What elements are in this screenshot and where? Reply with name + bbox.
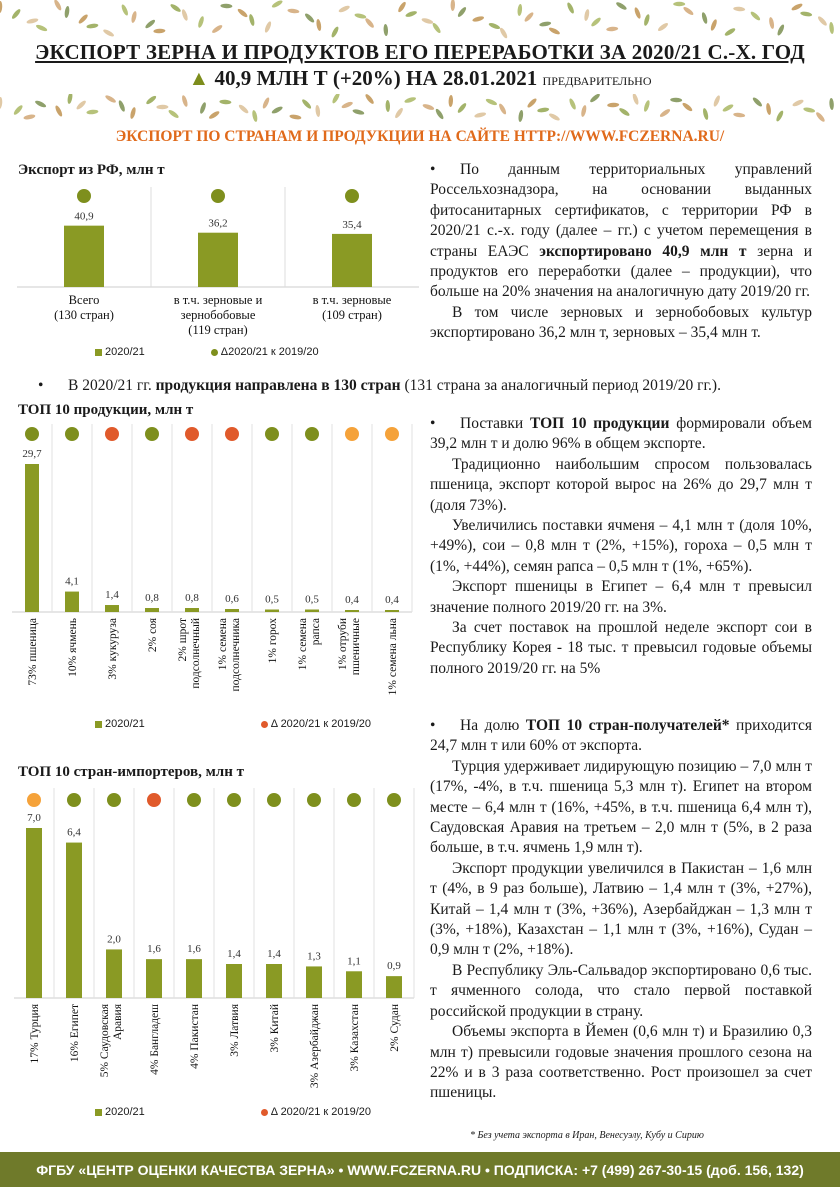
decor-leaf xyxy=(710,19,718,32)
decor-leaf xyxy=(169,3,181,13)
decor-leaf xyxy=(457,6,468,18)
decor-leaf xyxy=(472,15,485,22)
decor-leaf xyxy=(499,27,509,40)
decor-leaf xyxy=(237,8,249,19)
chart2-category-label: 1% семена xyxy=(297,618,309,671)
chart-export-total xyxy=(14,182,424,347)
legend-bar-swatch xyxy=(95,349,102,356)
decor-leaf xyxy=(394,107,404,119)
chart3-value-label: 7,0 xyxy=(27,812,41,824)
chart2-category-label: 1% семена xyxy=(217,618,229,671)
decor-leaf xyxy=(199,102,207,115)
decor-leaf xyxy=(566,2,575,15)
chart3-title: ТОП 10 стран-импортеров, млн т xyxy=(18,764,244,780)
legend-label-series: 2020/21 xyxy=(105,1106,145,1118)
decor-leaf xyxy=(733,112,745,118)
decor-leaf xyxy=(450,0,455,11)
chart3-value-label: 6,4 xyxy=(67,826,81,839)
chart-top10-importers xyxy=(10,784,415,1100)
chart1-value-label: 35,4 xyxy=(342,218,362,231)
decor-leaf xyxy=(23,114,36,121)
decor-leaf xyxy=(271,0,284,9)
chart2-title: ТОП 10 продукции, млн т xyxy=(18,402,194,418)
decor-leaf xyxy=(702,108,709,121)
chart3-delta-dot xyxy=(227,793,241,807)
decor-leaf xyxy=(775,110,785,123)
chart3-category-label: 17% Турция xyxy=(29,1004,41,1064)
decor-leaf xyxy=(251,110,258,123)
decor-leaf xyxy=(431,22,442,34)
decor-leaf xyxy=(607,102,619,107)
chart1-bar xyxy=(198,233,238,287)
decor-leaf xyxy=(776,24,785,37)
decor-leaf xyxy=(800,11,813,17)
decor-leaf xyxy=(86,109,98,115)
chart2-category-label: подсолнечный xyxy=(190,618,202,689)
decor-leaf xyxy=(803,107,816,114)
decor-leaf xyxy=(526,97,538,109)
chart3-category-label: 4% Пакистан xyxy=(189,1004,201,1069)
top-floral-border xyxy=(0,0,840,40)
chart2-category-label: 1% отруби xyxy=(337,618,349,671)
chart2-value-label: 0,6 xyxy=(225,593,239,606)
chart2-delta-dot xyxy=(385,427,399,441)
decor-leaf xyxy=(34,99,47,108)
chart2-category-label: 1% семена льна xyxy=(387,618,399,696)
decor-leaf xyxy=(518,110,524,122)
decor-leaf xyxy=(181,9,189,22)
decor-leaf xyxy=(341,101,354,110)
chart3-category-label: 16% Египет xyxy=(69,1004,81,1063)
chart2-value-label: 0,4 xyxy=(385,594,399,607)
decor-leaf xyxy=(448,95,453,107)
chart1-delta-dot xyxy=(345,189,359,203)
decor-leaf xyxy=(523,11,534,23)
decor-leaf xyxy=(120,4,129,17)
legend-dot-swatch xyxy=(261,1109,268,1116)
decor-leaf xyxy=(167,109,179,120)
decor-leaf xyxy=(53,0,63,11)
decor-leaf xyxy=(11,8,22,20)
decor-leaf xyxy=(304,12,316,24)
decor-leaf xyxy=(131,11,138,24)
chart3-delta-dot xyxy=(307,793,321,807)
decor-leaf xyxy=(0,97,3,109)
decor-leaf xyxy=(364,94,375,105)
chart2-delta-dot xyxy=(145,427,159,441)
decor-leaf xyxy=(456,102,467,114)
decor-leaf xyxy=(829,22,835,34)
decor-leaf xyxy=(643,100,651,113)
decor-leaf xyxy=(383,24,388,36)
chart1-bar xyxy=(64,226,104,287)
decor-leaf xyxy=(548,112,561,122)
decor-leaf xyxy=(633,7,641,20)
decor-leaf xyxy=(35,24,48,33)
chart2-value-label: 0,5 xyxy=(305,593,319,606)
decor-leaf xyxy=(724,27,737,37)
chart2-category-label: 1% горох xyxy=(267,618,279,664)
decor-leaf xyxy=(829,98,834,110)
decor-leaf xyxy=(539,21,552,27)
chart3-delta-dot xyxy=(27,793,41,807)
decor-leaf xyxy=(287,8,299,14)
chart3-bar xyxy=(186,959,202,998)
decor-leaf xyxy=(64,6,70,18)
chart2-delta-dot xyxy=(25,427,39,441)
chart2-delta-dot xyxy=(305,427,319,441)
footer-text: ФГБУ «ЦЕНТР ОЦЕНКИ КАЧЕСТВА ЗЕРНА» • WWW.FCZERNA.RU • ПОДПИСКА: +7 (499) 267-30-15 (доб. 156, 132) xyxy=(36,1161,804,1178)
chart3-value-label: 1,1 xyxy=(347,955,361,968)
decor-leaf xyxy=(330,26,340,39)
chart3-bar xyxy=(266,964,282,998)
decor-leaf xyxy=(129,107,136,120)
decor-leaf xyxy=(485,98,498,107)
decor-leaf xyxy=(815,111,826,123)
decor-leaf xyxy=(153,28,165,33)
decor-leaf xyxy=(219,99,231,104)
chart2-category-label: 10% ячмень xyxy=(67,618,79,677)
chart1-value-label: 36,2 xyxy=(208,217,228,230)
decor-leaf xyxy=(26,18,39,25)
chart3-delta-dot xyxy=(187,793,201,807)
decor-leaf xyxy=(397,1,407,13)
chart2-value-label: 4,1 xyxy=(65,575,79,588)
decor-leaf xyxy=(208,110,220,120)
decor-leaf xyxy=(271,105,284,115)
chart3-bar xyxy=(226,964,242,998)
chart1-delta-dot xyxy=(211,189,225,203)
trend-up-icon: ▲ xyxy=(188,66,210,90)
subtitle-main: 40,9 МЛН Т (+20%) НА 28.01.2021 xyxy=(214,66,538,90)
footer-bar xyxy=(0,1152,840,1187)
chart2-category-label: 2% соя xyxy=(147,618,159,653)
decor-leaf xyxy=(517,4,523,16)
chart1-delta-dot xyxy=(77,189,91,203)
decor-leaf xyxy=(488,22,501,31)
chart3-bar xyxy=(346,971,362,998)
decor-leaf xyxy=(682,6,694,17)
chart1-category-label: (130 стран) xyxy=(54,308,114,322)
chart3-value-label: 1,4 xyxy=(267,948,281,960)
decor-leaf xyxy=(13,104,24,116)
page-title: ЭКСПОРТ ЗЕРНА И ПРОДУКТОВ ЕГО ПЕРЕРАБОТКИ ЗА 2020/21 С.-Х. ГОД xyxy=(35,40,805,64)
decor-leaf xyxy=(765,103,771,116)
chart2-bar xyxy=(345,610,359,612)
chart3-value-label: 1,6 xyxy=(147,943,161,956)
legend-label-delta: Δ 2020/21 к 2019/20 xyxy=(270,718,372,730)
countries-text: • На долю ТОП 10 стран-получателей* приходится 24,7 млн т или 60% от экспорта. Турция удерживает лидирующую позицию – 7,0 млн т (17%, -4%, в т.ч. пшеница 5,3 млн т). Египет на втором месте – 6,4 млн т (16%, +45%, в т.ч. пшеница 6,4 млн т), Саудовская Аравия на третьем – 2,0 млн т (5%, в 2 раза больше, в т.ч. ячмень 1,9 млн т). Экспорт продукции увеличился в Пакистан – 1,6 млн т (4%, в 9 раз больше), Латвию – 1,4 млн т (3%, +27%), Китай – 1,4 млн т (3%, +36%), Азербайджан – 1,3 млн т (3%, +18%), Казахстан – 1,1 млн т (3%, +16%), Судан – 0,9 млн т (2%, +18%). В Республику Эль-Сальвадор экспортировано 0,6 тыс. т ячменного солода, что стало первой поставкой российской продукции в страну. Объемы экспорта в Йемен (0,6 млн т) и Бразилию 0,3 млн т) превысили годовые значения прошлого сезона на 22% и в 3 раза соответственно. Рост произошел за счет пшеницы. xyxy=(430,717,812,1102)
legend-bar-swatch xyxy=(95,721,102,728)
decor-leaf xyxy=(498,103,508,116)
chart3-value-label: 1,6 xyxy=(187,943,201,956)
chart2-value-label: 0,4 xyxy=(345,594,359,607)
decor-leaf xyxy=(817,15,828,27)
chart3-bar xyxy=(386,976,402,998)
chart3-delta-dot xyxy=(107,793,121,807)
decor-leaf xyxy=(580,105,587,118)
chart2-bar xyxy=(305,610,319,612)
chart1-category-label: Всего xyxy=(68,293,100,307)
decor-leaf xyxy=(364,17,375,29)
decor-leaf xyxy=(590,16,602,27)
middle-floral-border xyxy=(0,94,840,124)
chart2-delta-dot xyxy=(65,427,79,441)
decor-leaf xyxy=(733,6,745,11)
decor-leaf xyxy=(261,97,270,110)
decor-leaf xyxy=(352,108,365,115)
chart3-delta-dot xyxy=(147,793,161,807)
chart1-bar xyxy=(332,234,372,287)
chart2-bar xyxy=(225,609,239,612)
chart3-category-label: 3% Казахстан xyxy=(349,1004,361,1072)
chart3-category-label: 2% Судан xyxy=(389,1004,401,1052)
decor-leaf xyxy=(752,96,764,108)
legend-dot-swatch xyxy=(211,349,218,356)
chart2-category-label: пшеничные xyxy=(350,618,362,676)
chart3-category-label: 5% Саудовская xyxy=(99,1004,111,1078)
decor-leaf xyxy=(238,103,250,114)
products-text: • Поставки ТОП 10 продукции формировали объем 39,2 млн т и долю 96% в общем экспорте. Традиционно наибольшим спросом пользовалась пшеница, экспорт которой вырос на 26% до 29,7 млн т (доля 73%). Увеличились поставки ячменя – 4,1 млн т (доля 10%, +49%), сои – 0,8 млн т (2%, +15%), гороха – 0,5 млн т (1%, +44%), семян рапса – 0,5 млн т (1%, +65%). Экспорт пшеницы в Египет – 6,4 млн т превысил значение полного 2019/20 гг. на 3%. За счет поставок на прошлой неделе экспорт сои в Республику Корея - 18 тыс. т превысил годовые объемы полного 2019/20 гг. на 5% xyxy=(430,415,812,677)
decor-leaf xyxy=(548,26,561,35)
chart3-category-label: 3% Азербайджан xyxy=(309,1004,321,1089)
decor-leaf xyxy=(568,98,577,111)
chart2-bar xyxy=(185,608,199,612)
decor-leaf xyxy=(632,94,640,105)
decor-leaf xyxy=(331,94,341,104)
chart2-bar xyxy=(385,610,399,612)
chart1-title: Экспорт из РФ, млн т xyxy=(18,162,165,178)
chart-top10-products xyxy=(10,420,415,712)
decor-leaf xyxy=(768,17,775,30)
chart2-value-label: 0,8 xyxy=(145,592,159,605)
decor-leaf xyxy=(75,99,87,110)
decor-leaf xyxy=(422,103,435,111)
chart2-bar xyxy=(25,464,39,612)
chart2-category-label: 2% шрот xyxy=(177,618,189,662)
decor-leaf xyxy=(104,94,117,104)
decor-leaf xyxy=(404,96,417,104)
decor-leaf xyxy=(118,100,127,113)
decor-leaf xyxy=(86,23,98,29)
chart3-category-label: 4% Бангладеш xyxy=(149,1004,161,1075)
decor-leaf xyxy=(264,21,273,34)
chart2-delta-dot xyxy=(105,427,119,441)
chart2-category-label: рапса xyxy=(310,618,322,646)
chart1-legend xyxy=(95,346,319,358)
decor-leaf xyxy=(657,22,669,33)
chart1-value-label: 40,9 xyxy=(74,210,94,223)
decor-leaf xyxy=(0,1,3,13)
chart3-value-label: 1,3 xyxy=(307,950,321,963)
decor-leaf xyxy=(211,24,223,34)
decor-leaf xyxy=(792,98,805,107)
decor-leaf xyxy=(77,13,89,25)
chart2-category-label: 3% кукуруза xyxy=(107,618,119,680)
decor-leaf xyxy=(673,2,685,6)
chart3-delta-dot xyxy=(347,793,361,807)
decor-leaf xyxy=(315,105,321,117)
chart1-category-label: (109 стран) xyxy=(322,308,382,322)
decor-leaf xyxy=(618,107,630,117)
chart3-value-label: 2,0 xyxy=(107,933,121,946)
decor-leaf xyxy=(670,98,682,103)
chart3-category-label: 3% Китай xyxy=(269,1004,281,1053)
decor-leaf xyxy=(289,114,302,120)
decor-leaf xyxy=(681,102,693,113)
chart1-category-label: (119 стран) xyxy=(188,323,248,337)
decor-leaf xyxy=(615,1,628,11)
legend-dot-swatch xyxy=(261,721,268,728)
chart3-bar xyxy=(306,966,322,998)
chart2-bar xyxy=(105,605,119,612)
decor-leaf xyxy=(316,19,322,32)
chart2-category-label: подсолнечника xyxy=(230,618,242,692)
decor-leaf xyxy=(701,12,709,25)
decor-leaf xyxy=(583,9,590,22)
chart2-delta-dot xyxy=(265,427,279,441)
decor-leaf xyxy=(722,103,735,113)
decor-leaf xyxy=(712,95,721,108)
chart2-delta-dot xyxy=(225,427,239,441)
decor-leaf xyxy=(434,108,444,120)
chart3-category-label: Аравия xyxy=(112,1004,124,1041)
chart2-value-label: 0,8 xyxy=(185,592,199,605)
chart1-category-label: в т.ч. зерновые xyxy=(312,293,392,307)
chart3-bar xyxy=(26,828,42,998)
chart3-category-label: 3% Латвия xyxy=(229,1004,241,1057)
decor-leaf xyxy=(791,2,804,11)
chart3-value-label: 1,4 xyxy=(227,948,241,960)
chart3-delta-dot xyxy=(267,793,281,807)
decor-leaf xyxy=(537,107,549,113)
decor-leaf xyxy=(405,10,418,18)
chart1-category-label: в т.ч. зерновые и xyxy=(173,293,263,307)
chart2-category-label: 73% пшеница xyxy=(27,618,39,686)
decor-leaf xyxy=(54,105,63,118)
decor-leaf xyxy=(248,14,255,27)
decor-leaf xyxy=(338,4,351,13)
chart2-bar xyxy=(65,592,79,612)
chart2-delta-dot xyxy=(185,427,199,441)
decor-leaf xyxy=(659,108,671,118)
decor-leaf xyxy=(301,98,313,110)
chart2-bar xyxy=(265,610,279,612)
chart3-bar xyxy=(106,949,122,998)
legend-bar-swatch xyxy=(95,1109,102,1116)
legend-label-delta: Δ2020/21 к 2019/20 xyxy=(220,346,319,358)
decor-leaf xyxy=(156,105,168,110)
decor-leaf xyxy=(220,4,232,9)
chart2-bar xyxy=(145,608,159,612)
countries-summary: • В 2020/21 гг. продукция направлена в 130 стран (131 страна за аналогичный период 2019/20 гг.). xyxy=(38,377,721,394)
legend-label-delta: Δ 2020/21 к 2019/20 xyxy=(270,1106,372,1118)
subtitle-note: ПРЕДВАРИТЕЛЬНО xyxy=(542,74,652,88)
chart3-delta-dot xyxy=(67,793,81,807)
decor-leaf xyxy=(589,94,601,104)
chart3-bar xyxy=(66,843,82,998)
decor-leaf xyxy=(181,95,189,108)
decor-leaf xyxy=(354,13,367,20)
decor-leaf xyxy=(144,18,156,29)
chart2-value-label: 29,7 xyxy=(22,448,42,460)
legend-label-series: 2020/21 xyxy=(105,346,145,358)
chart3-value-label: 0,9 xyxy=(387,960,401,973)
decor-leaf xyxy=(197,16,205,29)
footnote: * Без учета экспорта в Иран, Венесуэлу, Кубу и Сирию xyxy=(470,1130,704,1141)
decor-leaf xyxy=(145,95,157,106)
decor-leaf xyxy=(102,28,115,38)
chart3-delta-dot xyxy=(387,793,401,807)
decor-leaf xyxy=(385,100,390,112)
chart3-bar xyxy=(146,959,162,998)
chart2-delta-dot xyxy=(345,427,359,441)
decor-leaf xyxy=(67,94,73,104)
chart2-legend xyxy=(95,718,371,730)
chart1-category-label: зернобобовые xyxy=(180,308,256,322)
chart2-value-label: 0,5 xyxy=(265,593,279,606)
legend-label-series: 2020/21 xyxy=(105,718,145,730)
decor-leaf xyxy=(421,17,434,25)
chart3-legend xyxy=(95,1106,371,1118)
site-link[interactable]: ЭКСПОРТ ПО СТРАНАМ И ПРОДУКЦИИ НА САЙТЕ HTTP://WWW.FCZERNA.RU/ xyxy=(115,128,725,145)
decor-leaf xyxy=(474,112,487,119)
decor-leaf xyxy=(606,26,618,31)
intro-text: • По данным территориальных управлений Россельхознадзора, на основании выданных фитосанитарных сертификатов, с территории РФ в 2020/21 с.-х. году (далее – гг.) с учетом перемещения в страны ЕАЭС экспортировано 40,9 млн т зерна и продуктов его переработки (далее – продукции), что больше на 20% значения на аналогичную дату 2019/20 гг. В том числе зерновых и зернобобовых культур экспортировано 36,2 млн т, зерновых – 35,4 млн т. xyxy=(430,161,812,342)
decor-leaf xyxy=(643,14,651,27)
page-subtitle xyxy=(0,66,840,91)
chart2-value-label: 1,4 xyxy=(105,589,119,602)
decor-leaf xyxy=(749,10,761,21)
